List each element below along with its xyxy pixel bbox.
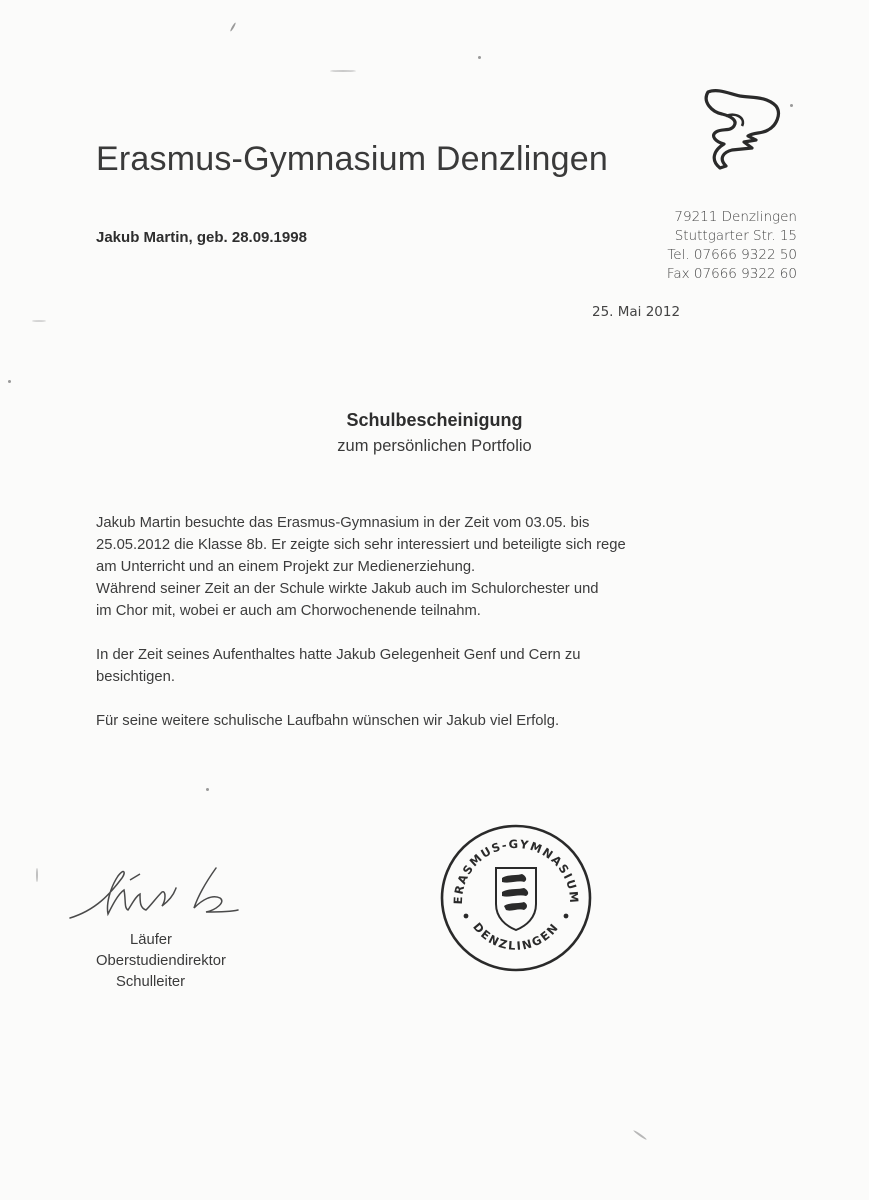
signer-block: [96, 930, 226, 993]
text-line: 25.05.2012 die Klasse 8b. Er zeigte sich sehr interessiert und beteiligte sich rege: [96, 537, 626, 553]
school-address: [667, 208, 797, 284]
seal-bottom-text: DENZLINGEN: [470, 919, 562, 953]
signer-name: Läufer: [130, 932, 172, 948]
school-head-logo-icon: [696, 86, 782, 172]
svg-text:DENZLINGEN: [470, 920, 561, 953]
text-line: Während seiner Zeit an der Schule wirkte Jakub auch im Schulorchester und: [96, 581, 599, 597]
student-name-birthdate: Jakub Martin, geb. 28.09.1998: [96, 229, 307, 246]
address-fax: Fax 07666 9322 60: [666, 266, 797, 282]
school-name: Erasmus-Gymnasium Denzlingen: [96, 140, 608, 178]
text-line: am Unterricht und an einem Projekt zur Medienerziehung.: [96, 559, 476, 575]
letter-date: 25. Mai 2012: [592, 304, 681, 320]
coat-of-arms-icon: [496, 868, 536, 930]
text-line: Für seine weitere schulische Laufbahn wünschen wir Jakub viel Erfolg.: [96, 713, 560, 729]
text-line: im Chor mit, wobei er auch am Chorwochenende teilnahm.: [96, 603, 481, 619]
address-phone: Tel. 07666 9322 50: [667, 247, 797, 263]
document-subtitle: zum persönlichen Portfolio: [337, 437, 532, 455]
seal-top-text: ERASMUS-GYMNASIUM: [450, 836, 582, 905]
school-seal-stamp: [436, 818, 596, 978]
paragraph-excursion: [96, 644, 756, 688]
paragraph-wishes: [96, 710, 756, 732]
signer-title: Oberstudiendirektor: [96, 953, 226, 969]
handwritten-signature: [66, 860, 256, 930]
document-title: Schulbescheinigung: [346, 410, 523, 430]
address-street: Stuttgarter Str. 15: [674, 228, 797, 244]
paragraph-attendance: [96, 512, 756, 622]
text-line: In der Zeit seines Aufenthaltes hatte Jakub Gelegenheit Genf und Cern zu: [96, 647, 581, 663]
letter-body: [96, 512, 756, 732]
text-line: Jakub Martin besuchte das Erasmus-Gymnasium in der Zeit vom 03.05. bis: [96, 515, 590, 531]
address-postal-city: 79211 Denzlingen: [674, 209, 797, 225]
signer-role: Schulleiter: [116, 974, 186, 990]
text-line: besichtigen.: [96, 669, 175, 685]
